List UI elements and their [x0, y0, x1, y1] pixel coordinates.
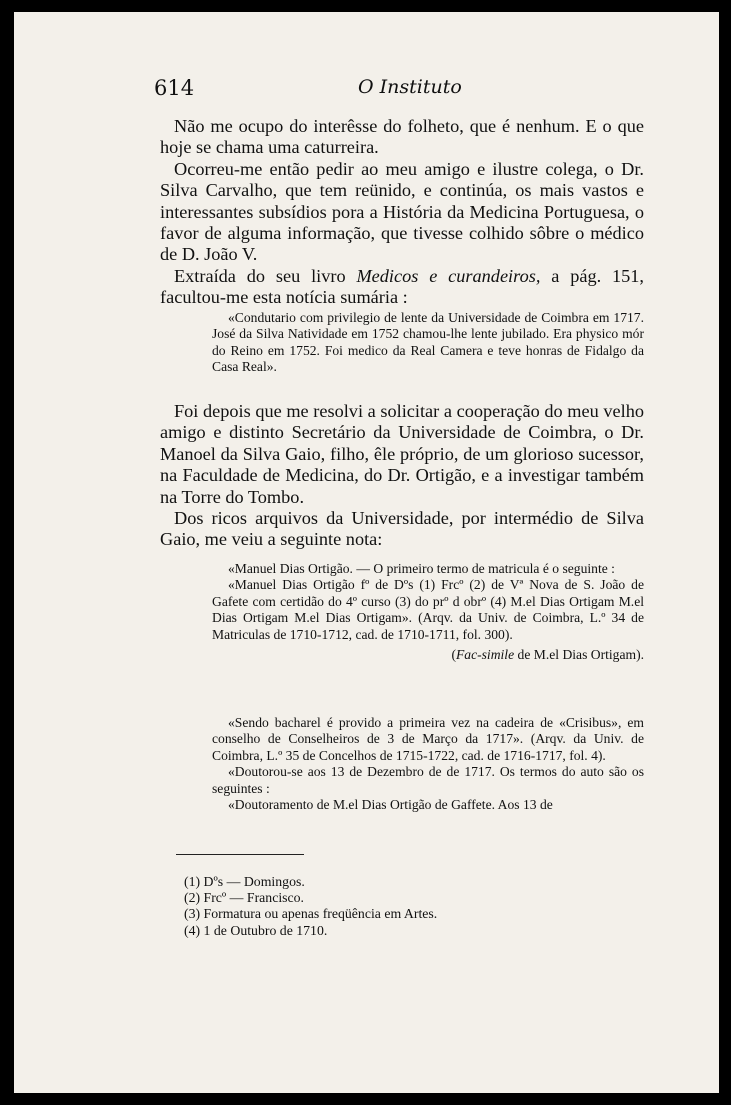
paragraph-1: Não me ocupo do interêsse do folheto, que é nenhum. E o que hoje se chama uma caturreira. [160, 116, 644, 158]
quote-2-line-1: «Manuel Dias Ortigão. — O primeiro termo de matricula é o seguinte : [228, 561, 615, 576]
page-header [154, 76, 644, 102]
paragraph-3-after: a pág. 151, facultou-me esta notícia sumária : [160, 265, 644, 308]
quote-3-line-2: «Doutorou-se aos 13 de Dezembro de de 1717. Os termos do auto são os seguintes : [212, 764, 644, 796]
paragraph-4: Foi depois que me resolvi a solicitar a cooperação do meu velho amigo e distinto Secretário da Universidade de Coimbra, o Dr. Manoel da Silva Gaio, filho, êle próprio, de um glorioso sucessor, na Faculdade de Medicina, do Dr. Ortigão, e a investigar também na Torre do Tombo. [160, 401, 644, 507]
quote-block-3 [212, 715, 644, 813]
book-page [14, 12, 719, 1093]
facsimile-label: Fac-simile [455, 647, 515, 663]
quote-3-line-3: «Doutoramento de M.el Dias Ortigão de Gaffete. Aos 13 de [228, 797, 553, 813]
quote-2-line-2: «Manuel Dias Ortigão fº de Dºs (1) Frcº (2) de Vª Nova de S. João de Gafete com certidão do 4º curso (3) do prº d obrº (4) M.el Dias Ortigam M.el Dias Ortigam M.el Dias Ortigam». (Arqv. da Univ. de Coimbra, L.º 34 de Matriculas de 1710-1712, cad. de 1710-1711, fol. 300). [212, 577, 644, 642]
footnote-2: (2) Frcº — Francisco. [184, 890, 304, 906]
book-title: Medicos e curandeiros, [356, 265, 541, 286]
footnote-1: (1) Dºs — Domingos. [184, 874, 305, 889]
quote-block-2 [212, 561, 644, 663]
facsimile-rest: de M.el Dias Ortigam). [514, 647, 644, 663]
body-block-1 [160, 116, 644, 309]
page-number: 614 [154, 76, 195, 100]
paragraph-3-before: Extraída do seu livro [174, 265, 357, 286]
footnotes [184, 874, 584, 939]
footnote-divider [176, 854, 304, 855]
footnote-4: (4) 1 de Outubro de 1710. [184, 922, 328, 938]
quote-block-1 [212, 310, 644, 376]
paragraph-5: Dos ricos arquivos da Universidade, por intermédio de Silva Gaio, me veiu a seguinte nota: [160, 508, 644, 550]
paragraph-2: Ocorreu-me então pedir ao meu amigo e ilustre colega, o Dr. Silva Carvalho, que tem reünido, e continúa, os mais vastos e interessantes subsídios pora a História da Medicina Portuguesa, o favor de alguma informação, que tivesse colhido sôbre o médico de D. João V. [160, 158, 644, 265]
paragraph-3 [160, 266, 644, 309]
running-title: O Instituto [358, 76, 462, 98]
quote-3-line-1: «Sendo bacharel é provido a primeira vez na cadeira de «Crisibus», em conselho de Conselheiros de 3 de Março da 1717». (Arqv. da Univ. de Coimbra, L.º 35 de Concelhos de 1715-1722, cad. de 1716-1717, fol. 4). [212, 715, 644, 763]
body-block-2 [160, 401, 644, 551]
quote-1-text: «Condutario com privilegio de lente da Universidade de Coimbra em 1717. José da Silva Natividade em 1752 chamou-lhe lente jubilado. Era physico mór do Reino em 1752. Foi medico da Real Camera e teve honras de Fidalgo da Casa Real». [212, 310, 644, 375]
footnote-3: (3) Formatura ou apenas freqüência em Artes. [184, 906, 438, 922]
facsimile-attribution: (Fac-simile de M.el Dias Ortigam). [451, 647, 644, 663]
